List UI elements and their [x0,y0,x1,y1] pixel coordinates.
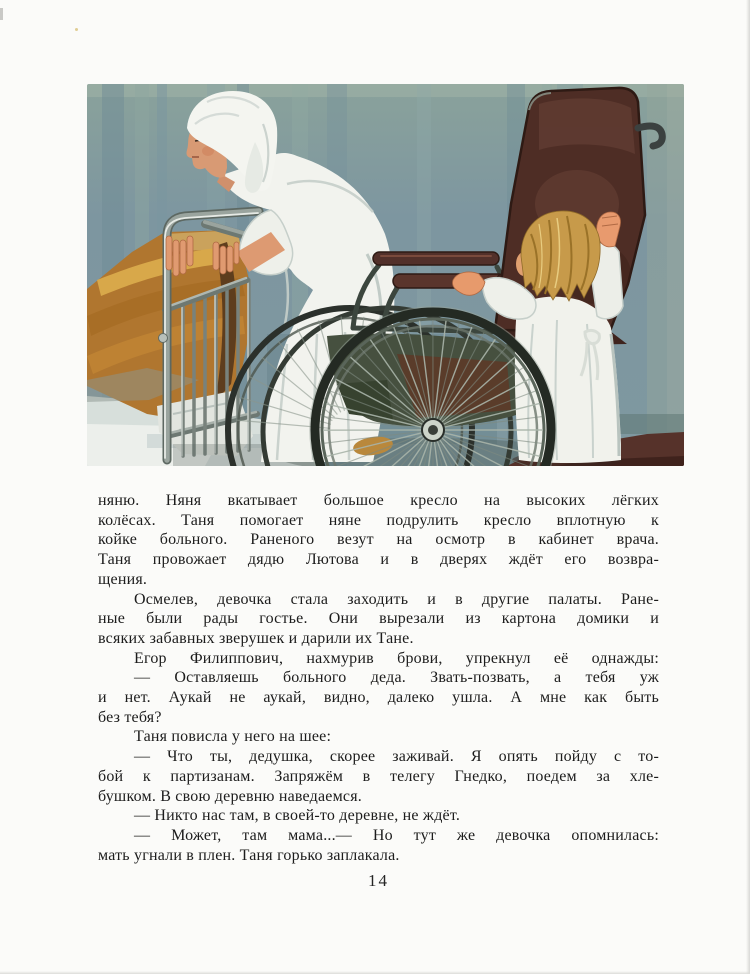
text-line: Таня повисла у него на шее: [134,728,332,746]
text-line: без тебя? [98,708,162,726]
text-line: бушком. В свою деревню наведаемся. [98,787,362,805]
illustration-svg [87,84,684,466]
text-line: всяких забавных зверушек и дарили их Тане. [98,629,414,647]
illustration [87,84,684,466]
text-line: ные были рады гостье. Они вырезали из картона домики и [98,610,659,628]
story-text [98,491,659,865]
text-line: щения. [98,570,148,588]
text-line: мать угнали в плен. Таня горько заплакала. [98,846,400,864]
scan-speck [75,28,78,31]
text-line: няню. Няня вкатывает большое кресло на высоких лёгких [98,492,659,509]
scan-edge-right [746,0,750,974]
text-line: бой к партизанам. Запряжём в телегу Гнедко, поедем за хле- [98,767,659,785]
text-line: Осмелев, девочка стала заходить и в другие палаты. Ране- [134,590,659,608]
text-line: — Что ты, дедушка, скорее заживай. Я опять пойду с то- [134,748,659,766]
text-line: — Оставляешь больного деда. Звать-позвать, а тебя уж [134,669,659,687]
scan-corner-mark [0,8,3,20]
text-line: Егор Филиппович, нахмурив брови, упрекнул её однажды: [134,649,659,667]
text-line: — Никто нас там, в своей-то деревне, не ждёт. [134,807,461,825]
text-line: колёсах. Таня помогает няне подрулить кресло вплотную к [98,511,659,529]
text-line: — Может, там мама...— Но тут же девочка опомнилась: [134,826,659,844]
text-line: Таня провожает дядю Лютова и в дверях ждёт его возвра- [98,551,659,569]
text-line: койке больного. Раненого везут на осмотр в кабинет врача. [98,531,659,549]
page-number: 14 [368,871,389,890]
text-line: и нет. Аукай не аукай, видно, далеко ушла. А мне как быть [98,689,659,707]
